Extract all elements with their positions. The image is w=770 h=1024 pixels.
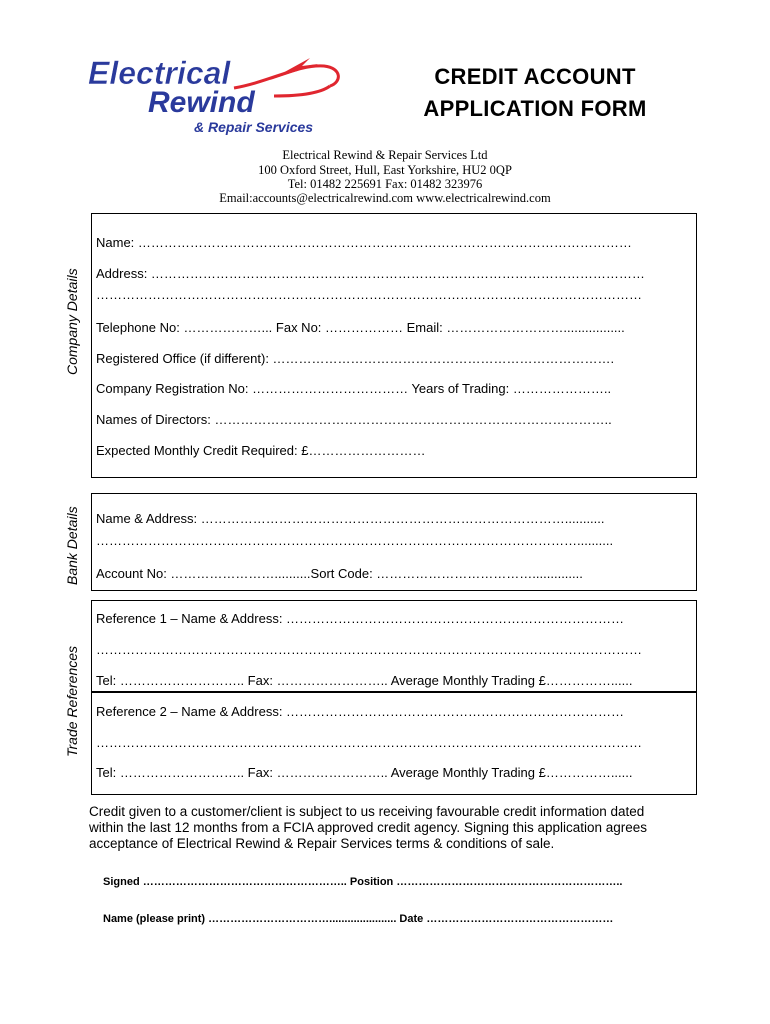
reference2-contact-field[interactable]: Tel: ……………………….. Fax: …………………….. Average Monthly Trading £……………...... — [96, 765, 633, 780]
credit-required-field[interactable]: Expected Monthly Credit Required: £……………………… — [96, 443, 426, 458]
name-date-field[interactable]: Name (please print) ……………………………...................... Date …………………………………………… — [103, 913, 614, 925]
company-name: Electrical Rewind & Repair Services Ltd — [282, 148, 488, 162]
terms-line3: acceptance of Electrical Rewind & Repair Services terms & conditions of sale. — [89, 836, 555, 851]
bank-name-address-field-cont[interactable]: ………………………………………………………………………………………………….......... — [96, 533, 614, 548]
directors-field[interactable]: Names of Directors: ……………………………………………………………………………….. — [96, 412, 612, 427]
company-logo — [84, 52, 346, 138]
company-address-field[interactable]: Address: …………………………………………………………………………………………………… — [96, 266, 645, 281]
company-details-section — [91, 213, 697, 478]
company-phone-fax-email-field[interactable]: Telephone No: ………………... Fax No: ……………… Email: ………………………................. — [96, 320, 625, 335]
logo-line1: Electrical — [88, 55, 231, 91]
reference-divider — [92, 691, 696, 693]
reference2-name-address-field-cont[interactable]: ……………………………………………………………………………………………………………… — [96, 735, 642, 750]
logo-line3: & Repair Services — [194, 119, 314, 135]
company-email-web: Email:accounts@electricalrewind.com www.electricalrewind.com — [219, 191, 551, 205]
reference1-name-address-field-cont[interactable]: ……………………………………………………………………………………………………………… — [96, 642, 642, 657]
registration-years-field[interactable]: Company Registration No: ……………………………… Years of Trading: ………………….. — [96, 381, 612, 396]
account-sort-code-field[interactable]: Account No: ……………………..........Sort Code: ……………………………….............. — [96, 566, 583, 581]
bank-name-address-field[interactable]: Name & Address: …………………………………………………………………………........... — [96, 511, 605, 526]
terms-line1: Credit given to a customer/client is subject to us receiving favourable credit information dated — [89, 804, 645, 819]
reference1-contact-field[interactable]: Tel: ……………………….. Fax: …………………….. Average Monthly Trading £……………...... — [96, 673, 633, 688]
section-label-bank-details: Bank Details — [64, 506, 80, 585]
form-title-line2: APPLICATION FORM — [423, 96, 647, 121]
signed-position-field[interactable]: Signed ……………………………………………….. Position …………………………………………………….. — [103, 876, 623, 888]
form-title-line1: CREDIT ACCOUNT — [434, 64, 636, 89]
section-label-trade-references: Trade References — [64, 645, 80, 757]
company-name-field[interactable]: Name: …………………………………………………………………………………………………… — [96, 235, 632, 250]
reference1-name-address-field[interactable]: Reference 1 – Name & Address: …………………………………………………………………… — [96, 611, 625, 626]
company-address-field-cont[interactable]: ……………………………………………………………………………………………………………… — [96, 287, 642, 302]
terms-line2: within the last 12 months from a FCIA approved credit agency. Signing this application agrees — [89, 820, 648, 835]
registered-office-field[interactable]: Registered Office (if different): ……………………………………………………………………. — [96, 351, 615, 366]
reference2-name-address-field[interactable]: Reference 2 – Name & Address: …………………………………………………………………… — [96, 704, 625, 719]
company-phone-fax: Tel: 01482 225691 Fax: 01482 323976 — [287, 177, 483, 191]
section-label-company-details: Company Details — [64, 268, 80, 375]
logo-line2: Rewind — [148, 86, 255, 119]
company-address: 100 Oxford Street, Hull, East Yorkshire, HU2 0QP — [258, 163, 512, 177]
